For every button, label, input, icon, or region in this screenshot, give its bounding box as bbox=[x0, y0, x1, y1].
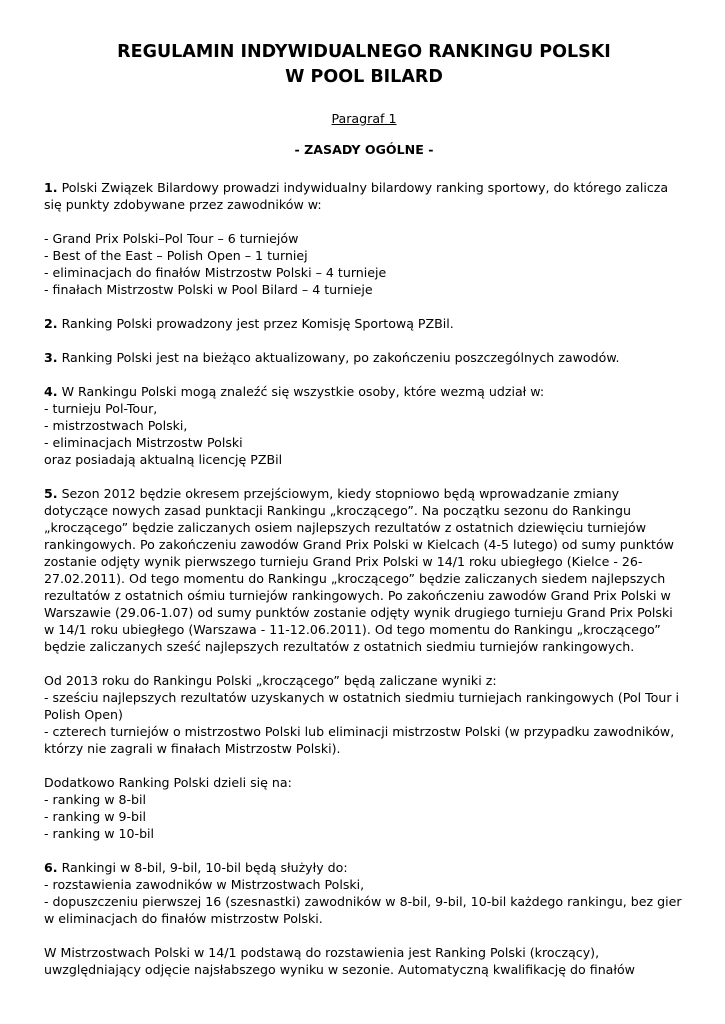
list-item: - rozstawienia zawodników w Mistrzostwach Polski, bbox=[44, 877, 365, 892]
list-item: - Grand Prix Polski–Pol Tour – 6 turniejów bbox=[44, 231, 299, 246]
rule-text: Polski Związek Bilardowy prowadzi indywidualny bilardowy ranking sportowy, do którego zalicza się punkty zdobywane przez zawodników w: bbox=[44, 180, 669, 212]
rule-text: Ranking Polski prowadzony jest przez Komisję Sportową PZBil. bbox=[57, 316, 454, 331]
rule-1 bbox=[44, 179, 684, 298]
rule-number: 4. bbox=[44, 384, 58, 399]
list-item: - finałach Mistrzostw Polski w Pool Bilard – 4 turnieje bbox=[44, 282, 373, 297]
list-item: - eliminacjach do finałów Mistrzostw Polski – 4 turnieje bbox=[44, 265, 387, 280]
rule-text: Sezon 2012 będzie okresem przejściowym, kiedy stopniowo będą wprowadzanie zmiany dotyczące nowych zasad punktacji Rankingu „kroczącego”. Na początku sezonu do Rankingu „kroczącego” będzie zaliczanych osiem najlepszych rezultatów z ostatnich dziewięciu turniejów rankingowych. Po zakończeniu zawodów Grand Prix Polski w Kielcach (4-5 lutego) od sumy punktów zostanie odjęty wynik pierwszego turnieju Grand Prix Polski w 14/1 roku ubiegłego (Kielce - 26-27.02.2011). Od tego momentu do Rankingu „kroczącego” będzie zaliczanych siedem najlepszych rezultatów z ostatnich ośmiu turniejów rankingowych. Po zakończeniu zawodów Grand Prix Polski w Warszawie (29.06-1.07) od sumy punktów zostanie odjęty wynik drugiego turnieju Grand Prix Polski w 14/1 roku ubiegłego (Warszawa - 11-12.06.2011). Od tego momentu do Rankingu „kroczącego” będzie zaliczanych sześć najlepszych rezultatów z ostatnich siedmiu turniejów rankingowych. bbox=[44, 486, 674, 654]
rule-text: W Rankingu Polski mogą znaleźć się wszystkie osoby, które wezmą udział w: bbox=[57, 384, 545, 399]
list-item: - Best of the East – Polish Open – 1 turniej bbox=[44, 248, 308, 263]
list-item: - sześciu najlepszych rezultatów uzyskanych w ostatnich siedmiu turniejach rankingowych (Pol Tour i Polish Open) bbox=[44, 690, 680, 722]
list-item: - czterech turniejów o mistrzostwo Polski lub eliminacji mistrzostw Polski (w przypadku zawodników, którzy nie zagrali w finałach Mistrzostw Polski). bbox=[44, 724, 675, 756]
rule-2013 bbox=[44, 672, 684, 757]
rule-number: 5. bbox=[44, 486, 58, 501]
document-title bbox=[44, 40, 684, 90]
paragraph-intro: Od 2013 roku do Rankingu Polski „kroczącego” będą zaliczane wyniki z: bbox=[44, 673, 497, 688]
rule-number: 3. bbox=[44, 350, 58, 365]
paragraph-label: Paragraf 1 bbox=[331, 111, 397, 126]
list-item: - ranking w 9-bil bbox=[44, 809, 147, 824]
title-line-1: REGULAMIN INDYWIDUALNEGO RANKINGU POLSKI bbox=[117, 42, 611, 62]
rule-3 bbox=[44, 349, 684, 366]
paragraph-intro: Dodatkowo Ranking Polski dzieli się na: bbox=[44, 775, 292, 790]
list-item: oraz posiadają aktualną licencję PZBil bbox=[44, 452, 283, 467]
rule-text: Ranking Polski jest na bieżąco aktualizowany, po zakończeniu poszczególnych zawodów. bbox=[57, 350, 620, 365]
title-line-2: W POOL BILARD bbox=[285, 67, 443, 87]
document-page bbox=[44, 40, 684, 978]
rule-4 bbox=[44, 383, 684, 468]
rule-5 bbox=[44, 485, 684, 655]
rule-text: Rankingi w 8-bil, 9-bil, 10-bil będą służyły do: bbox=[57, 860, 348, 875]
rule-6 bbox=[44, 859, 684, 927]
rule-number: 2. bbox=[44, 316, 58, 331]
list-item: - ranking w 8-bil bbox=[44, 792, 147, 807]
rule-number: 1. bbox=[44, 180, 58, 195]
list-item: - eliminacjach Mistrzostw Polski bbox=[44, 435, 243, 450]
list-item: - mistrzostwach Polski, bbox=[44, 418, 188, 433]
list-item: - dopuszczeniu pierwszej 16 (szesnastki) zawodników w 8-bil, 9-bil, 10-bil każdego rankingu, bez gier w eliminacjach do finałów mistrzostw Polski. bbox=[44, 894, 682, 926]
rule-number: 6. bbox=[44, 860, 58, 875]
list-item: - ranking w 10-bil bbox=[44, 826, 155, 841]
rule-2 bbox=[44, 315, 684, 332]
ranking-types bbox=[44, 774, 684, 842]
section-title: - ZASADY OGÓLNE - bbox=[294, 142, 434, 157]
list-item: - turnieju Pol-Tour, bbox=[44, 401, 158, 416]
seeding-paragraph: W Mistrzostwach Polski w 14/1 podstawą do rozstawienia jest Ranking Polski (kroczący), uwzględniający odjęcie najsłabszego wyniku w sezonie. Automatyczną kwalifikację do finałów bbox=[44, 945, 635, 977]
